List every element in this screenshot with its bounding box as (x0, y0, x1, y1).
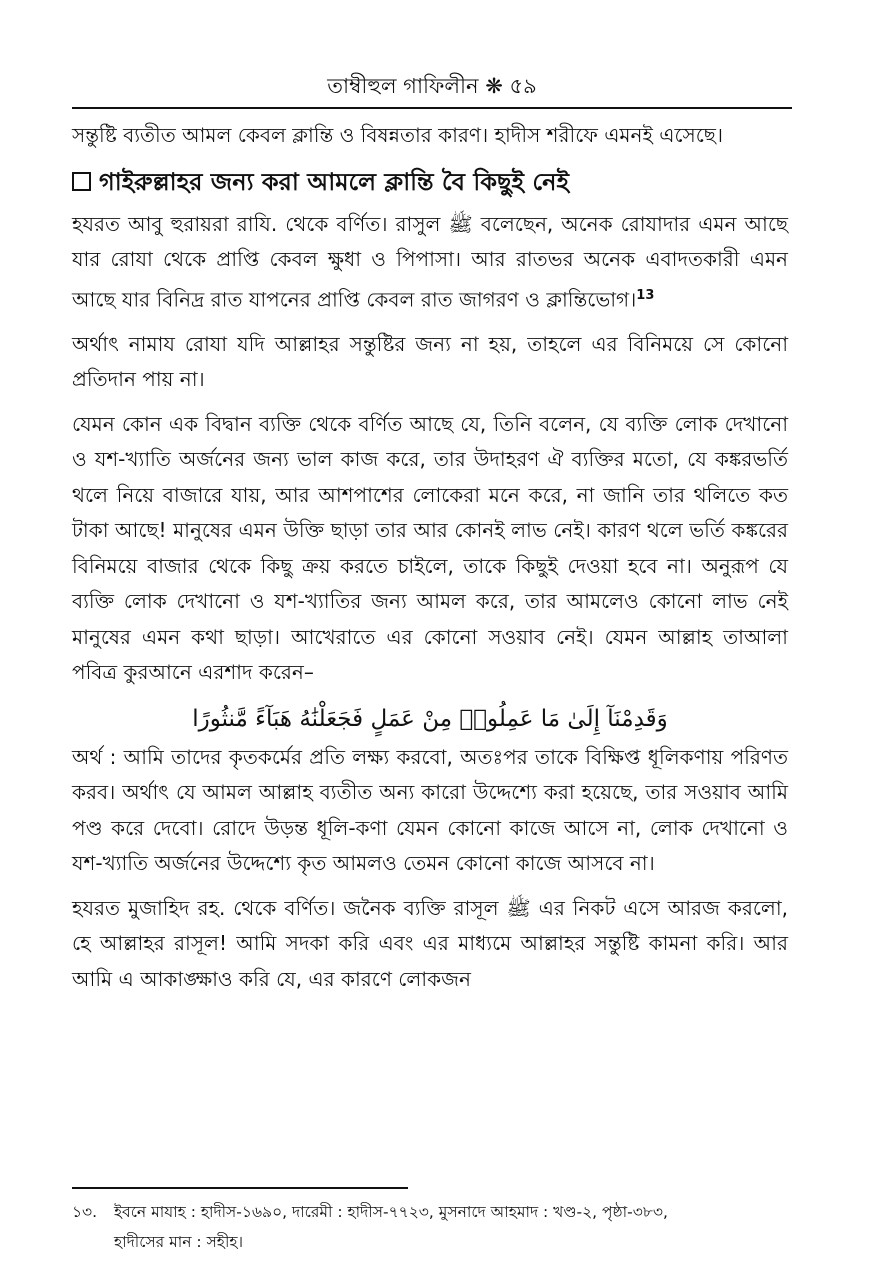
section-heading (72, 163, 788, 201)
meaning-paragraph: অর্থাৎ নামায রোযা যদি আল্লাহর সন্তুষ্টির জন্য না হয়, তাহলে এর বিনিময়ে সে কোনো প্রতিদান পায় না। (72, 331, 788, 392)
footnote-reference: 13 (636, 287, 655, 303)
hadith-paragraph (72, 207, 788, 318)
page-body (72, 118, 788, 1006)
footnote-text-1: ইবনে মাযাহ : হাদীস-১৬৯০, দারেমী : হাদীস-৭৭২৩, মুসনাদে আহমাদ : খণ্ড-২, পৃষ্ঠা-৩৮৩, (114, 1203, 668, 1221)
section-heading-text: গাইরুল্লাহর জন্য করা আমলে ক্লান্তি বৈ কিছুই নেই (99, 167, 569, 196)
footnote (72, 1197, 788, 1257)
quran-verse: وَقَدِمْنَآ إِلَىٰ مَا عَمِلُوا۟ مِنْ عَمَلٍ فَجَعَلْنَٰهُ هَبَآءً مَّنثُورًا (192, 705, 668, 732)
hadith-text: হযরত আবু হুরায়রা রাযি. থেকে বর্ণিত। রাসুল ﷺ বলেছেন, অনেক রোযাদার এমন আছে যার রোযা থেকে প্রাপ্তি কেবল ক্ষুধা ও পিপাসা। আর রাতভর অনেক এবাদতকারী এমন আছে যার বিনিদ্র রাত যাপনের প্রাপ্তি কেবল রাত জাগরণ ও ক্লান্তিভোগ। (72, 211, 788, 312)
checkbox-icon (72, 172, 91, 191)
footnote-line-1 (72, 1197, 788, 1227)
footnote-number: ১৩. (72, 1203, 98, 1221)
header-divider (72, 107, 792, 109)
running-head: তাম্বীহুল গাফিলীন ❋ ৫৯ (327, 74, 537, 98)
translation-paragraph: অর্থ : আমি তাদের কৃতকর্মের প্রতি লক্ষ্য করবো, অতঃপর তাকে বিক্ষিপ্ত ধূলিকণায় পরিণত করব। অর্থাৎ যে আমল আল্লাহ ব্যতীত অন্য কারো উদ্দেশ্যে করা হয়েছে, তার সওয়াব আমি পণ্ড করে দেবো। রোদে উড়ন্ত ধূলি-কণা যেমন কোনো কাজে আসে না, লোক দেখানো ও যশ-খ্যাতি অর্জনের উদ্দেশ্যে কৃত আমলও তেমন কোনো কাজে আসবে না। (72, 744, 788, 876)
example-paragraph: যেমন কোন এক বিদ্বান ব্যক্তি থেকে বর্ণিত আছে যে, তিনি বলেন, যে ব্যক্তি লোক দেখানো ও যশ-খ্যাতি অর্জনের জন্য ভাল কাজ করে, তার উদাহরণ ঐ ব্যক্তির মতো, যে কঙ্করভর্তি থলে নিয়ে বাজারে যায়, আর আশপাশের লোকেরা মনে করে, না জানি তার থলিতে কত টাকা আছে! মানুষের এমন উক্তি ছাড়া তার আর কোনই লাভ নেই। কারণ থলে ভর্তি কঙ্করের বিনিময়ে বাজার থেকে কিছু ক্রয় করতে চাইলে, তাকে কিছুই দেওয়া হবে না। অনুরূপ যে ব্যক্তি লোক দেখানো ও যশ-খ্যাতির জন্য আমল করে, তার আমলেও কোনো লাভ নেই মানুষের এমন কথা ছাড়া। আখেরাতে এর কোনো সওয়াব নেই। যেমন আল্লাহ তাআলা পবিত্র কুরআনে এরশাদ করেন– (72, 411, 788, 685)
footnote-text-2: হাদীসের মান : সহীহ। (114, 1233, 244, 1251)
mujahid-paragraph: হযরত মুজাহিদ রহ. থেকে বর্ণিত। জনৈক ব্যক্তি রাসূল ﷺ এর নিকট এসে আরজ করলো, হে আল্লাহর রাসূল! আমি সদকা করি এবং এর মাধ্যমে আল্লাহর সন্তুষ্টি কামনা করি। আর আমি এ আকাঙ্ক্ষাও করি যে, এর কারণে লোকজন (72, 895, 788, 991)
footnote-divider (72, 1187, 408, 1189)
intro-paragraph: সন্তুষ্টি ব্যতীত আমল কেবল ক্লান্তি ও বিষন্নতার কারণ। হাদীস শরীফে এমনই এসেছে। (72, 123, 723, 147)
